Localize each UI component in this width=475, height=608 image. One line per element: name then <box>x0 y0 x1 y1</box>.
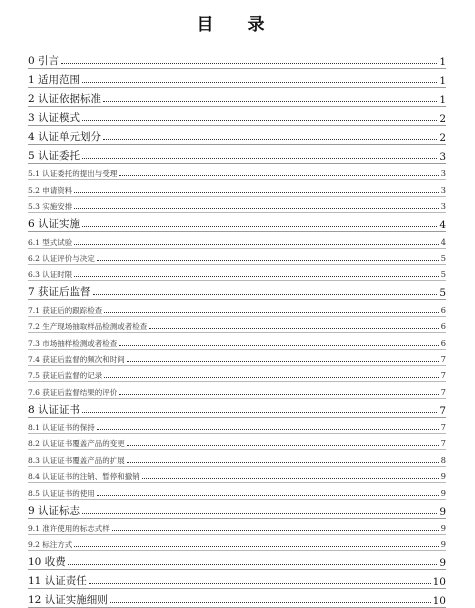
dot-leader <box>110 601 431 603</box>
toc-entry-page-number: 1 <box>439 56 446 68</box>
toc-entry-label: 6.2 认证评价与决定 <box>28 253 95 263</box>
toc-entry-page-number: 2 <box>439 132 446 144</box>
toc-entry-label: 1 适用范围 <box>28 74 81 86</box>
dot-leader <box>82 119 437 121</box>
toc-entry-page-number: 7 <box>440 387 446 398</box>
toc-entry-page-number: 9 <box>439 557 446 570</box>
toc-entry-page-number: 6 <box>440 305 446 316</box>
toc-entry-label: 12 认证实施细则 <box>28 594 108 607</box>
dot-leader <box>82 411 437 413</box>
toc-entry-page-number: 7 <box>440 439 446 450</box>
dot-leader <box>97 494 439 496</box>
toc-chapter-entry[interactable] <box>28 50 446 69</box>
toc-entry-label: 9.2 标注方式 <box>28 540 73 550</box>
toc-section-entry[interactable] <box>28 333 446 349</box>
toc-entry-page-number: 3 <box>440 202 446 213</box>
toc-entry-page-number: 2 <box>439 113 446 125</box>
toc-chapter-entry[interactable] <box>28 213 446 232</box>
toc-entry-page-number: 10 <box>432 576 446 589</box>
toc-entry-page-number: 6 <box>440 322 446 333</box>
dot-leader <box>97 259 439 261</box>
page-title: 目 录 <box>196 15 279 35</box>
toc-chapter-entry[interactable] <box>28 88 446 107</box>
toc-section-entry[interactable] <box>28 317 446 333</box>
toc-section-entry[interactable] <box>28 467 446 483</box>
toc-entry-label: 0 引言 <box>28 55 60 67</box>
toc-section-entry[interactable] <box>28 418 446 434</box>
toc-entry-page-number: 9 <box>440 472 446 483</box>
toc-entry-page-number: 3 <box>439 151 446 163</box>
toc-entry-label: 5 认证委托 <box>28 150 81 162</box>
toc-section-entry[interactable] <box>28 197 446 213</box>
dot-leader <box>74 207 438 209</box>
toc-entry-label: 8.1 认证证书的保持 <box>28 423 95 433</box>
toc-entry-label: 5.2 申请资料 <box>28 185 73 195</box>
toc-entry-label: 10 收费 <box>28 556 66 569</box>
dot-leader <box>112 529 439 531</box>
toc-entry-label: 8.4 认证证书的注销、暂停和撤销 <box>28 472 140 482</box>
toc-entry-page-number: 7 <box>440 354 446 365</box>
dot-leader <box>68 563 438 565</box>
toc-section-entry[interactable] <box>28 164 446 180</box>
dot-leader <box>82 157 437 159</box>
dot-leader <box>103 100 437 102</box>
toc-entry-label: 8.2 认证证书覆盖产品的变更 <box>28 439 125 449</box>
toc-entry-page-number: 7 <box>439 404 446 417</box>
dot-leader <box>74 243 438 245</box>
toc-section-entry[interactable] <box>28 450 446 466</box>
toc-entry-page-number: 7 <box>440 371 446 382</box>
toc-section-entry[interactable] <box>28 350 446 366</box>
toc-section-entry[interactable] <box>28 249 446 265</box>
dot-leader <box>127 360 439 362</box>
dot-leader <box>82 225 437 227</box>
toc-entry-page-number: 3 <box>440 185 446 196</box>
toc-chapter-entry[interactable] <box>28 126 446 145</box>
dot-leader <box>74 191 438 193</box>
toc-entry-label: 7.3 市场抽样检测或者检查 <box>28 338 118 348</box>
toc-chapter-entry[interactable] <box>28 570 446 589</box>
dot-leader <box>74 545 438 547</box>
dot-leader <box>119 393 438 395</box>
toc-entry-page-number: 8 <box>440 455 446 466</box>
toc-section-entry[interactable] <box>28 265 446 281</box>
toc-entry-page-number: 4 <box>440 237 446 248</box>
dot-leader <box>89 582 431 584</box>
toc-entry-label: 7.6 获证后监督结果的评价 <box>28 387 118 397</box>
toc-entry-label: 8 认证证书 <box>28 403 81 416</box>
toc-section-entry[interactable] <box>28 382 446 398</box>
dot-leader <box>82 81 437 83</box>
toc-entry-label: 9.1 准许使用的标志式样 <box>28 524 110 534</box>
toc-entry-label: 7.2 生产现场抽取样品检测或者检查 <box>28 322 148 332</box>
dot-leader <box>82 512 437 514</box>
toc-section-entry[interactable] <box>28 483 446 499</box>
toc-section-entry[interactable] <box>28 232 446 248</box>
toc-section-entry[interactable] <box>28 180 446 196</box>
toc-entry-label: 2 认证依据标准 <box>28 93 102 105</box>
dot-leader <box>119 174 438 176</box>
dot-leader <box>127 444 439 446</box>
dot-leader <box>104 311 438 313</box>
toc-entry-label: 7.4 获证后监督的频次和时间 <box>28 354 125 364</box>
toc-entry-label: 6.1 型式试验 <box>28 237 73 247</box>
toc-entry-label: 4 认证单元划分 <box>28 131 102 143</box>
toc-chapter-entry[interactable] <box>28 69 446 88</box>
toc-entry-page-number: 5 <box>440 270 446 281</box>
toc-entry-page-number: 7 <box>440 423 446 434</box>
toc-entry-page-number: 5 <box>439 287 446 300</box>
toc-entry-label: 5.3 实施安排 <box>28 202 73 212</box>
toc-entry-page-number: 1 <box>439 94 446 106</box>
dot-leader <box>149 327 438 329</box>
toc-entry-label: 7.5 获证后监督的记录 <box>28 371 103 381</box>
toc-entry-page-number: 1 <box>439 75 446 87</box>
toc-entry-page-number: 9 <box>440 524 446 535</box>
toc-section-entry[interactable] <box>28 300 446 316</box>
toc-chapter-entry[interactable] <box>28 107 446 126</box>
toc-entry-page-number: 9 <box>439 505 446 518</box>
toc-chapter-entry[interactable] <box>28 281 446 300</box>
dot-leader <box>127 461 439 463</box>
toc-entry-label: 7.1 获证后的跟踪检查 <box>28 305 103 315</box>
toc-chapter-entry[interactable] <box>28 145 446 164</box>
toc-section-entry[interactable] <box>28 519 446 535</box>
toc-entry-label: 7 获证后监督 <box>28 286 91 299</box>
toc-entry-label: 6.3 认证时限 <box>28 270 73 280</box>
toc-entry-label: 8.3 认证证书覆盖产品的扩展 <box>28 455 125 465</box>
toc-entry-page-number: 3 <box>440 169 446 180</box>
dot-leader <box>93 293 438 295</box>
dot-leader <box>142 477 439 479</box>
toc-entry-page-number: 4 <box>439 219 446 232</box>
toc-entry-label: 9 认证标志 <box>28 504 81 517</box>
toc-section-entry[interactable] <box>28 434 446 450</box>
toc-entry-label: 3 认证模式 <box>28 112 81 124</box>
dot-leader <box>97 428 439 430</box>
toc-entry-label: 8.5 认证证书的使用 <box>28 488 95 498</box>
toc-chapter-entry[interactable] <box>28 589 446 608</box>
toc-entry-page-number: 5 <box>440 253 446 264</box>
toc-entry-label: 11 认证责任 <box>28 575 87 588</box>
dot-leader <box>104 376 438 378</box>
toc-chapter-entry[interactable] <box>28 399 446 418</box>
dot-leader <box>103 138 437 140</box>
toc-section-entry[interactable] <box>28 535 446 551</box>
toc-section-entry[interactable] <box>28 366 446 382</box>
dot-leader <box>74 275 438 277</box>
toc-entry-label: 6 认证实施 <box>28 218 81 231</box>
toc-entry-label: 5.1 认证委托的提出与受理 <box>28 169 118 179</box>
toc-chapter-entry[interactable] <box>28 500 446 519</box>
dot-leader <box>119 344 438 346</box>
dot-leader <box>61 62 437 64</box>
toc-entry-page-number: 9 <box>440 540 446 551</box>
toc-entry-page-number: 6 <box>440 338 446 349</box>
table-of-contents <box>28 50 446 608</box>
toc-entry-page-number: 10 <box>432 595 446 608</box>
toc-entry-page-number: 9 <box>440 488 446 499</box>
